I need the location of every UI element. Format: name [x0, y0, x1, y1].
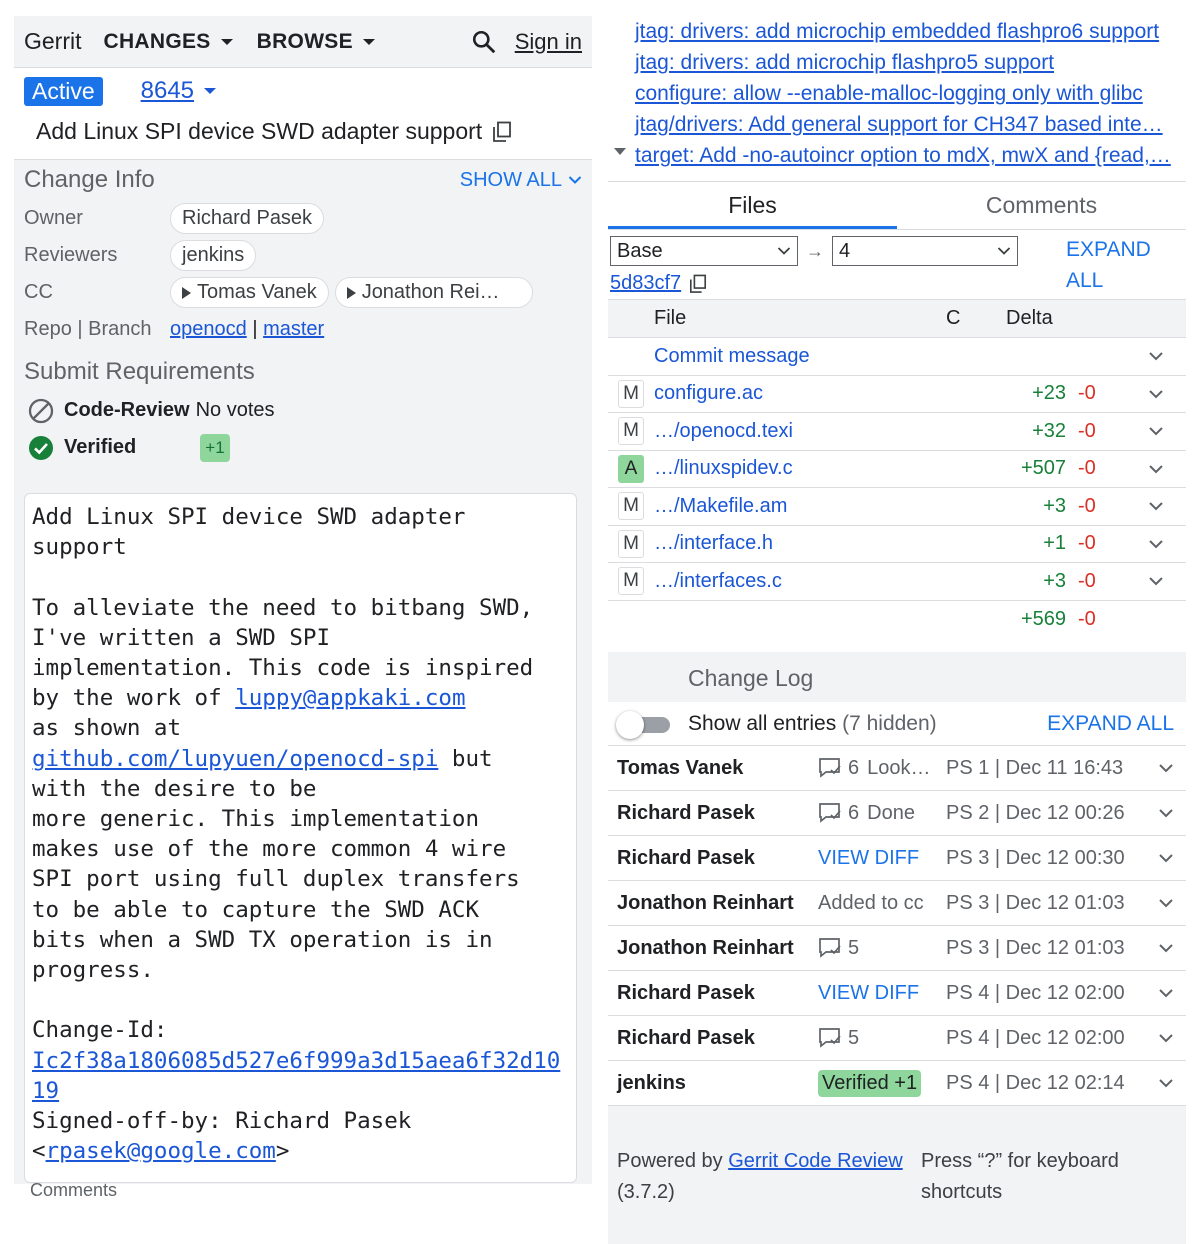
- files-section: [608, 181, 1186, 638]
- email-link[interactable]: luppy@appkaki.com: [235, 685, 466, 712]
- comment-count: 6: [848, 756, 860, 779]
- related-change-current[interactable]: [635, 140, 1183, 171]
- file-row[interactable]: [608, 376, 1186, 414]
- lines-removed: -0: [1078, 419, 1096, 442]
- footer: [608, 1134, 1186, 1244]
- file-name[interactable]: …/linuxspidev.c: [654, 457, 793, 480]
- search-icon[interactable]: [471, 29, 497, 55]
- caret-down-icon: [221, 39, 233, 45]
- change-header: [14, 68, 592, 160]
- lines-added: +23: [1032, 382, 1066, 405]
- attention-icon: [347, 287, 356, 299]
- related-change-link[interactable]: jtag: drivers: add microchip flashpro5 support: [635, 51, 1055, 74]
- gerrit-logo[interactable]: Gerrit: [24, 28, 82, 54]
- code-review-requirement[interactable]: [24, 392, 582, 429]
- powered-by-text: Powered by: [617, 1150, 723, 1172]
- base-patchset-value: Base: [617, 239, 663, 262]
- lines-removed: -0: [1078, 457, 1096, 480]
- lines-added: +1: [1043, 532, 1066, 555]
- related-changes-list: [608, 16, 1186, 171]
- log-author: Richard Pasek: [617, 846, 755, 869]
- file-row[interactable]: [608, 451, 1186, 489]
- lines-added: +3: [1043, 494, 1066, 517]
- chevron-down-icon[interactable]: [1146, 1078, 1186, 1088]
- change-page-left: [14, 16, 592, 1200]
- lines-removed: -0: [1078, 532, 1096, 555]
- chevron-down-icon: [777, 246, 791, 256]
- cc-name: Jonathon Rei…: [361, 281, 500, 303]
- repo-branch-label: Repo | Branch: [24, 318, 152, 340]
- caret-down-icon: [204, 88, 216, 94]
- delta-column-header: Delta: [1006, 307, 1053, 329]
- chevron-down-icon[interactable]: [1126, 576, 1186, 586]
- log-entry[interactable]: [608, 881, 1186, 926]
- comment-icon: [818, 937, 842, 959]
- repo-branch-row: [24, 311, 582, 348]
- cc-label: CC: [24, 281, 53, 303]
- cc-chip[interactable]: [170, 277, 329, 308]
- log-author: Richard Pasek: [617, 981, 755, 1004]
- log-entry[interactable]: [608, 971, 1186, 1016]
- verified-vote-chip: +1: [200, 434, 229, 462]
- comment-count: 6: [848, 801, 860, 824]
- expand-all-log-button[interactable]: EXPAND ALL: [1047, 711, 1174, 735]
- file-row[interactable]: [608, 488, 1186, 526]
- blocked-icon: [28, 398, 54, 424]
- change-log-title: Change Log: [688, 665, 814, 691]
- comment-count: 5: [848, 1026, 860, 1049]
- sign-in-link[interactable]: Sign in: [514, 28, 582, 54]
- lines-added: +507: [1020, 457, 1066, 480]
- log-author: Richard Pasek: [617, 801, 755, 824]
- comment-count: 5: [848, 936, 860, 959]
- github-link[interactable]: github.com/lupyuen/openocd-spi: [32, 745, 439, 772]
- log-patchset-date: PS 3 | Dec 12 01:03: [946, 936, 1125, 959]
- lines-added: +32: [1032, 419, 1066, 442]
- lines-removed: -0: [1078, 494, 1096, 517]
- nav-browse-menu[interactable]: [257, 30, 375, 54]
- file-list-header: [608, 300, 1186, 338]
- nav-changes-label: CHANGES: [103, 29, 211, 53]
- related-change[interactable]: [635, 16, 1183, 47]
- repo-branch-separator: |: [252, 318, 258, 340]
- commit-message-row[interactable]: [608, 338, 1186, 376]
- change-log-section: [608, 652, 1186, 1244]
- log-patchset-date: PS 1 | Dec 11 16:43: [946, 756, 1124, 779]
- related-change[interactable]: [635, 109, 1183, 140]
- owner-chip[interactable]: Richard Pasek: [170, 203, 324, 234]
- chevron-down-icon[interactable]: [1126, 464, 1186, 474]
- check-circle-icon: [28, 435, 54, 461]
- cc-row: [24, 274, 582, 311]
- commit-message-file[interactable]: Commit message: [654, 344, 810, 367]
- file-name[interactable]: …/openocd.texi: [654, 419, 793, 442]
- file-status-badge: M: [618, 492, 644, 520]
- log-message: Look…: [867, 756, 931, 779]
- target-patchset-value: 4: [839, 239, 851, 262]
- change-log-controls: [608, 702, 1186, 746]
- reviewer-chip[interactable]: jenkins: [170, 240, 256, 271]
- chevron-down-icon[interactable]: [1146, 988, 1186, 998]
- arrow-icon: →: [806, 241, 824, 261]
- commit-hash-link[interactable]: 5d83cf7: [610, 272, 682, 294]
- log-patchset-date: PS 3 | Dec 12 00:30: [946, 846, 1125, 869]
- chevron-down-icon[interactable]: [1146, 808, 1186, 818]
- chevron-down-icon[interactable]: [1146, 943, 1186, 953]
- related-change[interactable]: [635, 47, 1183, 78]
- log-patchset-date: PS 3 | Dec 12 01:03: [946, 891, 1125, 914]
- log-patchset-date: PS 4 | Dec 12 02:00: [946, 981, 1125, 1004]
- expand-all-files-button[interactable]: EXPAND ALL: [1066, 238, 1151, 292]
- log-entry[interactable]: [608, 1016, 1186, 1061]
- related-change-link[interactable]: jtag/drivers: Add general support for CH347 based inte…: [635, 113, 1163, 136]
- requirement-label: Verified: [64, 436, 137, 458]
- file-status-badge: A: [618, 455, 644, 483]
- related-change-link[interactable]: configure: allow --enable-malloc-logging only with glibc: [635, 82, 1143, 105]
- log-message: Added to cc: [818, 891, 924, 914]
- change-page-right: [608, 16, 1186, 1203]
- change-subject: Add Linux SPI device SWD adapter support: [36, 118, 483, 144]
- reviewers-label: Reviewers: [24, 244, 118, 266]
- comment-icon: [818, 1027, 842, 1049]
- related-change-link[interactable]: target: Add -no-autoincr option to mdX, mwX and {read,…: [635, 144, 1171, 167]
- file-name[interactable]: …/interface.h: [654, 532, 773, 555]
- file-status-badge: M: [618, 567, 644, 595]
- copy-icon[interactable]: [492, 121, 512, 143]
- cc-chip[interactable]: [335, 277, 533, 308]
- signoff-email-link[interactable]: rpasek@google.com: [45, 1138, 276, 1165]
- commit-message-box: [24, 493, 577, 1183]
- log-entry[interactable]: [608, 1061, 1186, 1106]
- repo-link[interactable]: openocd: [170, 318, 247, 340]
- show-all-button[interactable]: [460, 169, 582, 192]
- file-status-badge: M: [618, 530, 644, 558]
- patchset-selector-row: [608, 230, 1186, 300]
- log-entry[interactable]: [608, 926, 1186, 971]
- log-author: Richard Pasek: [617, 1026, 755, 1049]
- reviewers-row: [24, 237, 582, 274]
- chevron-down-icon[interactable]: [1126, 426, 1186, 436]
- change-info-title: Change Info: [24, 166, 155, 193]
- version-text: (3.7.2): [617, 1181, 675, 1203]
- show-all-entries-label: Show all entries: [688, 711, 837, 735]
- top-bar: [14, 16, 592, 68]
- view-diff-button[interactable]: VIEW DIFF: [818, 981, 920, 1004]
- comment-icon: [818, 757, 842, 779]
- chevron-down-icon[interactable]: [1126, 501, 1186, 511]
- nav-browse-label: BROWSE: [256, 29, 353, 53]
- total-lines-added: +569: [1020, 607, 1066, 630]
- change-number: 8645: [140, 77, 195, 104]
- owner-label: Owner: [24, 207, 83, 229]
- requirement-status: No votes: [195, 399, 275, 421]
- chevron-down-icon[interactable]: [1146, 898, 1186, 908]
- chevron-down-icon[interactable]: [1146, 763, 1186, 773]
- copy-icon[interactable]: [689, 274, 707, 294]
- show-all-label: SHOW ALL: [459, 168, 562, 191]
- tab-files[interactable]: Files: [608, 182, 897, 229]
- owner-row: [24, 200, 582, 237]
- related-change[interactable]: [635, 78, 1183, 109]
- log-patchset-date: PS 4 | Dec 12 02:14: [946, 1071, 1125, 1094]
- file-status-badge: M: [618, 380, 644, 408]
- change-id-link[interactable]: Ic2f38a1806085d527e6f999a3d15aea6f32d1019: [32, 1047, 561, 1104]
- file-status-badge: M: [618, 417, 644, 445]
- file-totals-row: [608, 601, 1186, 639]
- log-author: jenkins: [617, 1071, 686, 1094]
- branch-link[interactable]: master: [263, 318, 325, 340]
- chevron-down-icon[interactable]: [1126, 389, 1186, 399]
- log-author: Jonathon Reinhart: [617, 891, 794, 914]
- target-patchset-select[interactable]: [832, 236, 1018, 266]
- requirement-label: Code-Review: [64, 399, 190, 421]
- log-entry[interactable]: [608, 836, 1186, 881]
- file-column-header: File: [654, 307, 687, 329]
- caret-down-icon: [363, 39, 375, 45]
- verified-requirement[interactable]: [24, 429, 582, 466]
- chevron-down-icon[interactable]: [1146, 1033, 1186, 1043]
- file-row[interactable]: [608, 413, 1186, 451]
- show-all-entries-toggle[interactable]: [616, 711, 674, 737]
- file-name[interactable]: …/Makefile.am: [654, 494, 788, 517]
- current-change-marker-icon: [614, 148, 626, 155]
- chevron-down-icon: [997, 246, 1011, 256]
- chevron-down-icon[interactable]: [1146, 853, 1186, 863]
- change-number-link[interactable]: [141, 77, 216, 105]
- nav-changes-menu[interactable]: [104, 30, 233, 54]
- file-row[interactable]: [608, 526, 1186, 564]
- view-diff-button[interactable]: VIEW DIFF: [818, 846, 920, 869]
- log-message: Done: [867, 801, 915, 824]
- lines-removed: -0: [1078, 382, 1096, 405]
- hidden-count: (7 hidden): [842, 711, 937, 735]
- log-author: Tomas Vanek: [617, 756, 744, 779]
- tab-comments[interactable]: Comments: [985, 192, 1098, 218]
- commit-message: Add Linux SPI device SWD adapter support To alleviate the need to bitbang SWD, I've written a SWD SPI implementation. This code is inspired by the work of luppy@appkaki.com as shown at github.com/lupyuen/openocd-spi but with the desire to be more generic. This implementation makes use of the more common 4 wire SPI port using full duplex transfers to be able to capture the SWD ACK bits when a SWD TX operation is in progress. Change-Id: Ic2f38a1806085d527e6f999a3d15aea6f32d1019 Signed-off-by: Richard Pasek <rpasek@google.com>: [32, 504, 561, 1165]
- cc-name: Tomas Vanek: [197, 281, 317, 303]
- base-patchset-select[interactable]: [610, 236, 798, 266]
- chevron-down-icon[interactable]: [1126, 351, 1186, 361]
- file-name[interactable]: configure.ac: [654, 382, 763, 405]
- comments-column-header: C: [946, 307, 961, 329]
- comments-label: Comments: [30, 1180, 118, 1200]
- tab-bar: [608, 182, 1186, 230]
- comment-icon: [818, 802, 842, 824]
- verified-vote-badge: Verified +1: [818, 1070, 921, 1097]
- related-change-link[interactable]: jtag: drivers: add microchip embedded flashpro6 support: [635, 20, 1160, 43]
- log-entry[interactable]: [608, 791, 1186, 836]
- total-lines-removed: -0: [1078, 607, 1096, 630]
- log-patchset-date: PS 4 | Dec 12 02:00: [946, 1026, 1125, 1049]
- file-name[interactable]: …/interfaces.c: [654, 569, 782, 592]
- file-row[interactable]: [608, 563, 1186, 601]
- lines-added: +3: [1043, 569, 1066, 592]
- change-info-section: [14, 160, 592, 466]
- attention-icon: [182, 287, 191, 299]
- chevron-down-icon[interactable]: [1126, 539, 1186, 549]
- submit-requirements-title: Submit Requirements: [24, 358, 255, 385]
- status-badge: Active: [24, 77, 103, 106]
- log-author: Jonathon Reinhart: [617, 936, 794, 959]
- keyboard-shortcuts-hint: Press “?” for keyboard shortcuts: [921, 1150, 1119, 1203]
- gerrit-code-review-link[interactable]: Gerrit Code Review: [728, 1150, 903, 1172]
- chevron-down-icon: [568, 175, 582, 185]
- log-patchset-date: PS 2 | Dec 12 00:26: [946, 801, 1125, 824]
- log-entry[interactable]: [608, 746, 1186, 791]
- lines-removed: -0: [1078, 569, 1096, 592]
